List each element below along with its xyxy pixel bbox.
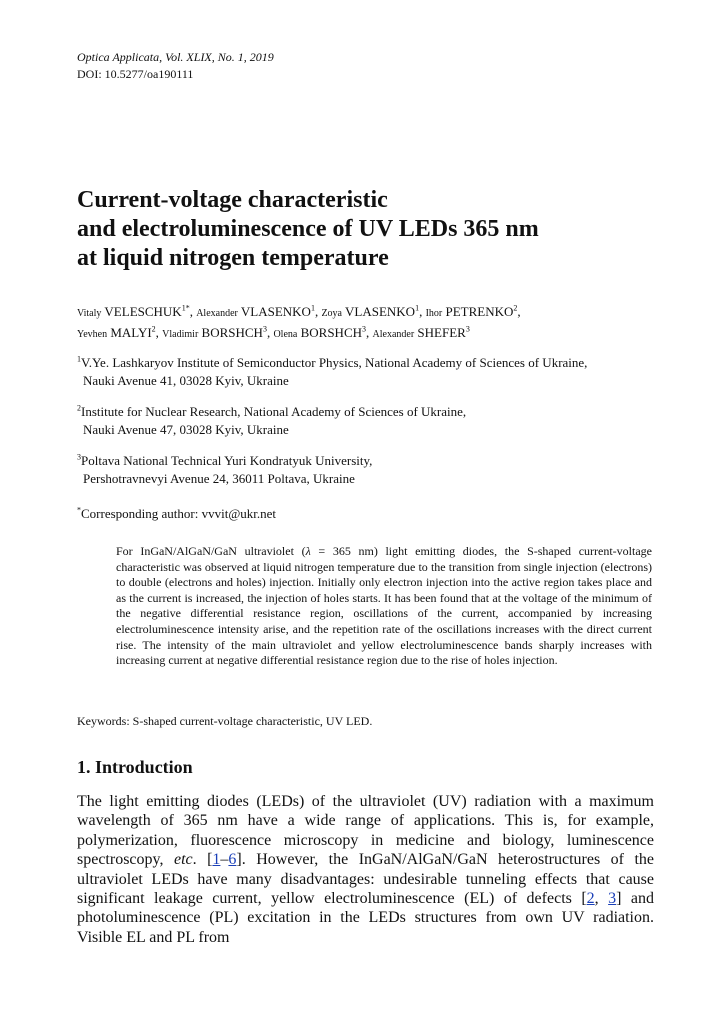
author: Yevhen MALYI$^2$, bbox=[77, 324, 163, 340]
author: Vladimir BORSHCH$^3$, bbox=[162, 324, 274, 340]
affiliation-1: $^1$V.Ye. Lashkaryov Institute of Semiconductor Physics, National Academy of Sciences of Ukraine, Nauki Avenue 41, 03028 Kyiv, Ukraine bbox=[77, 354, 588, 388]
author: Ihor PETRENKO$^2$, bbox=[425, 303, 521, 319]
introduction-paragraph: The light emitting diodes (LEDs) of the ultraviolet (UV) radiation with a maximum wavelength of 365 nm have a wide range of applications. This is, for example, polymerization, fluorescence microscopy in medicine and biology, luminescence spectroscopy, etc. [1–6]. However, the InGaN/AlGaN/GaN heterostructures of the ultraviolet LEDs have many disadvantages: undesirable tunneling effects that cause significant leakage current, yellow electroluminescence (EL) of defects [2, 3] and photoluminescence (PL) excitation in the LEDs structures from own UV radiation. Visible EL and PL from bbox=[77, 793, 655, 946]
author: Alexander VLASENKO$^1$, bbox=[196, 303, 322, 319]
citation-link-1[interactable]: 1 bbox=[212, 851, 221, 869]
citation-link-2[interactable]: 2 bbox=[586, 890, 595, 908]
lambda-symbol: λ bbox=[305, 544, 311, 558]
citation-link-6[interactable]: 6 bbox=[228, 851, 237, 869]
title-line-3: at liquid nitrogen temperature bbox=[77, 245, 389, 271]
section-heading-introduction: 1. Introduction bbox=[77, 757, 193, 777]
journal-name: Optica Applicata, Vol. XLIX, No. 1, 2019 bbox=[77, 50, 274, 64]
affiliation-2: $^2$Institute for Nuclear Research, National Academy of Sciences of Ukraine, Nauki Avenue 47, 03028 Kyiv, Ukraine bbox=[77, 403, 467, 437]
doi: DOI: 10.5277/oa190111 bbox=[77, 67, 194, 81]
journal-header bbox=[77, 49, 274, 83]
author: Olena BORSHCH$^3$, bbox=[273, 324, 373, 340]
author-line-2 bbox=[77, 323, 677, 344]
author: Vitaly $VELESCHUK^{1*}$, bbox=[77, 303, 197, 319]
author-list bbox=[77, 302, 677, 344]
affiliation-3: $^3$Poltava National Technical Yuri Kondratyuk University, Pershotravnevyi Avenue 24, 36011 Poltava, Ukraine bbox=[77, 452, 373, 486]
citation-link-3[interactable]: 3 bbox=[608, 890, 617, 908]
author: Alexander SHEFER$^3$ bbox=[372, 324, 470, 340]
title-line-2: and electroluminescence of UV LEDs 365 nm bbox=[77, 216, 539, 242]
author-line-1 bbox=[77, 302, 677, 323]
corresponding-author: *Corresponding author: vvvit@ukr.net bbox=[77, 505, 277, 521]
paper-title bbox=[77, 186, 677, 273]
title-line-1: Current-voltage characteristic bbox=[77, 187, 388, 213]
author: Zoya VLASENKO$^1$, bbox=[321, 303, 426, 319]
keywords: Keywords: S-shaped current-voltage characteristic, UV LED. bbox=[77, 714, 373, 728]
abstract: For InGaN/AlGaN/GaN ultraviolet (λ = 365 nm) light emitting diodes, the S-shaped current-voltage characteristic was observed at liquid nitrogen temperature due to the transition from single injection (electrons) to double (electrons and holes) injection. Initially only electron injection into the active region takes place and as the current is increased, the injection of holes starts. It has been found that at the voltage of the minimum of the negative differential resistance region, oscillations of the current, accompanied by increasing electroluminescence intensity arise, and the repetition rate of the oscillations increases with the direct current rise. The intensity of the main ultraviolet and yellow electroluminescence bands sharply increases with increasing current at negative differential resistance region due to the rise of holes injection. bbox=[116, 544, 653, 668]
